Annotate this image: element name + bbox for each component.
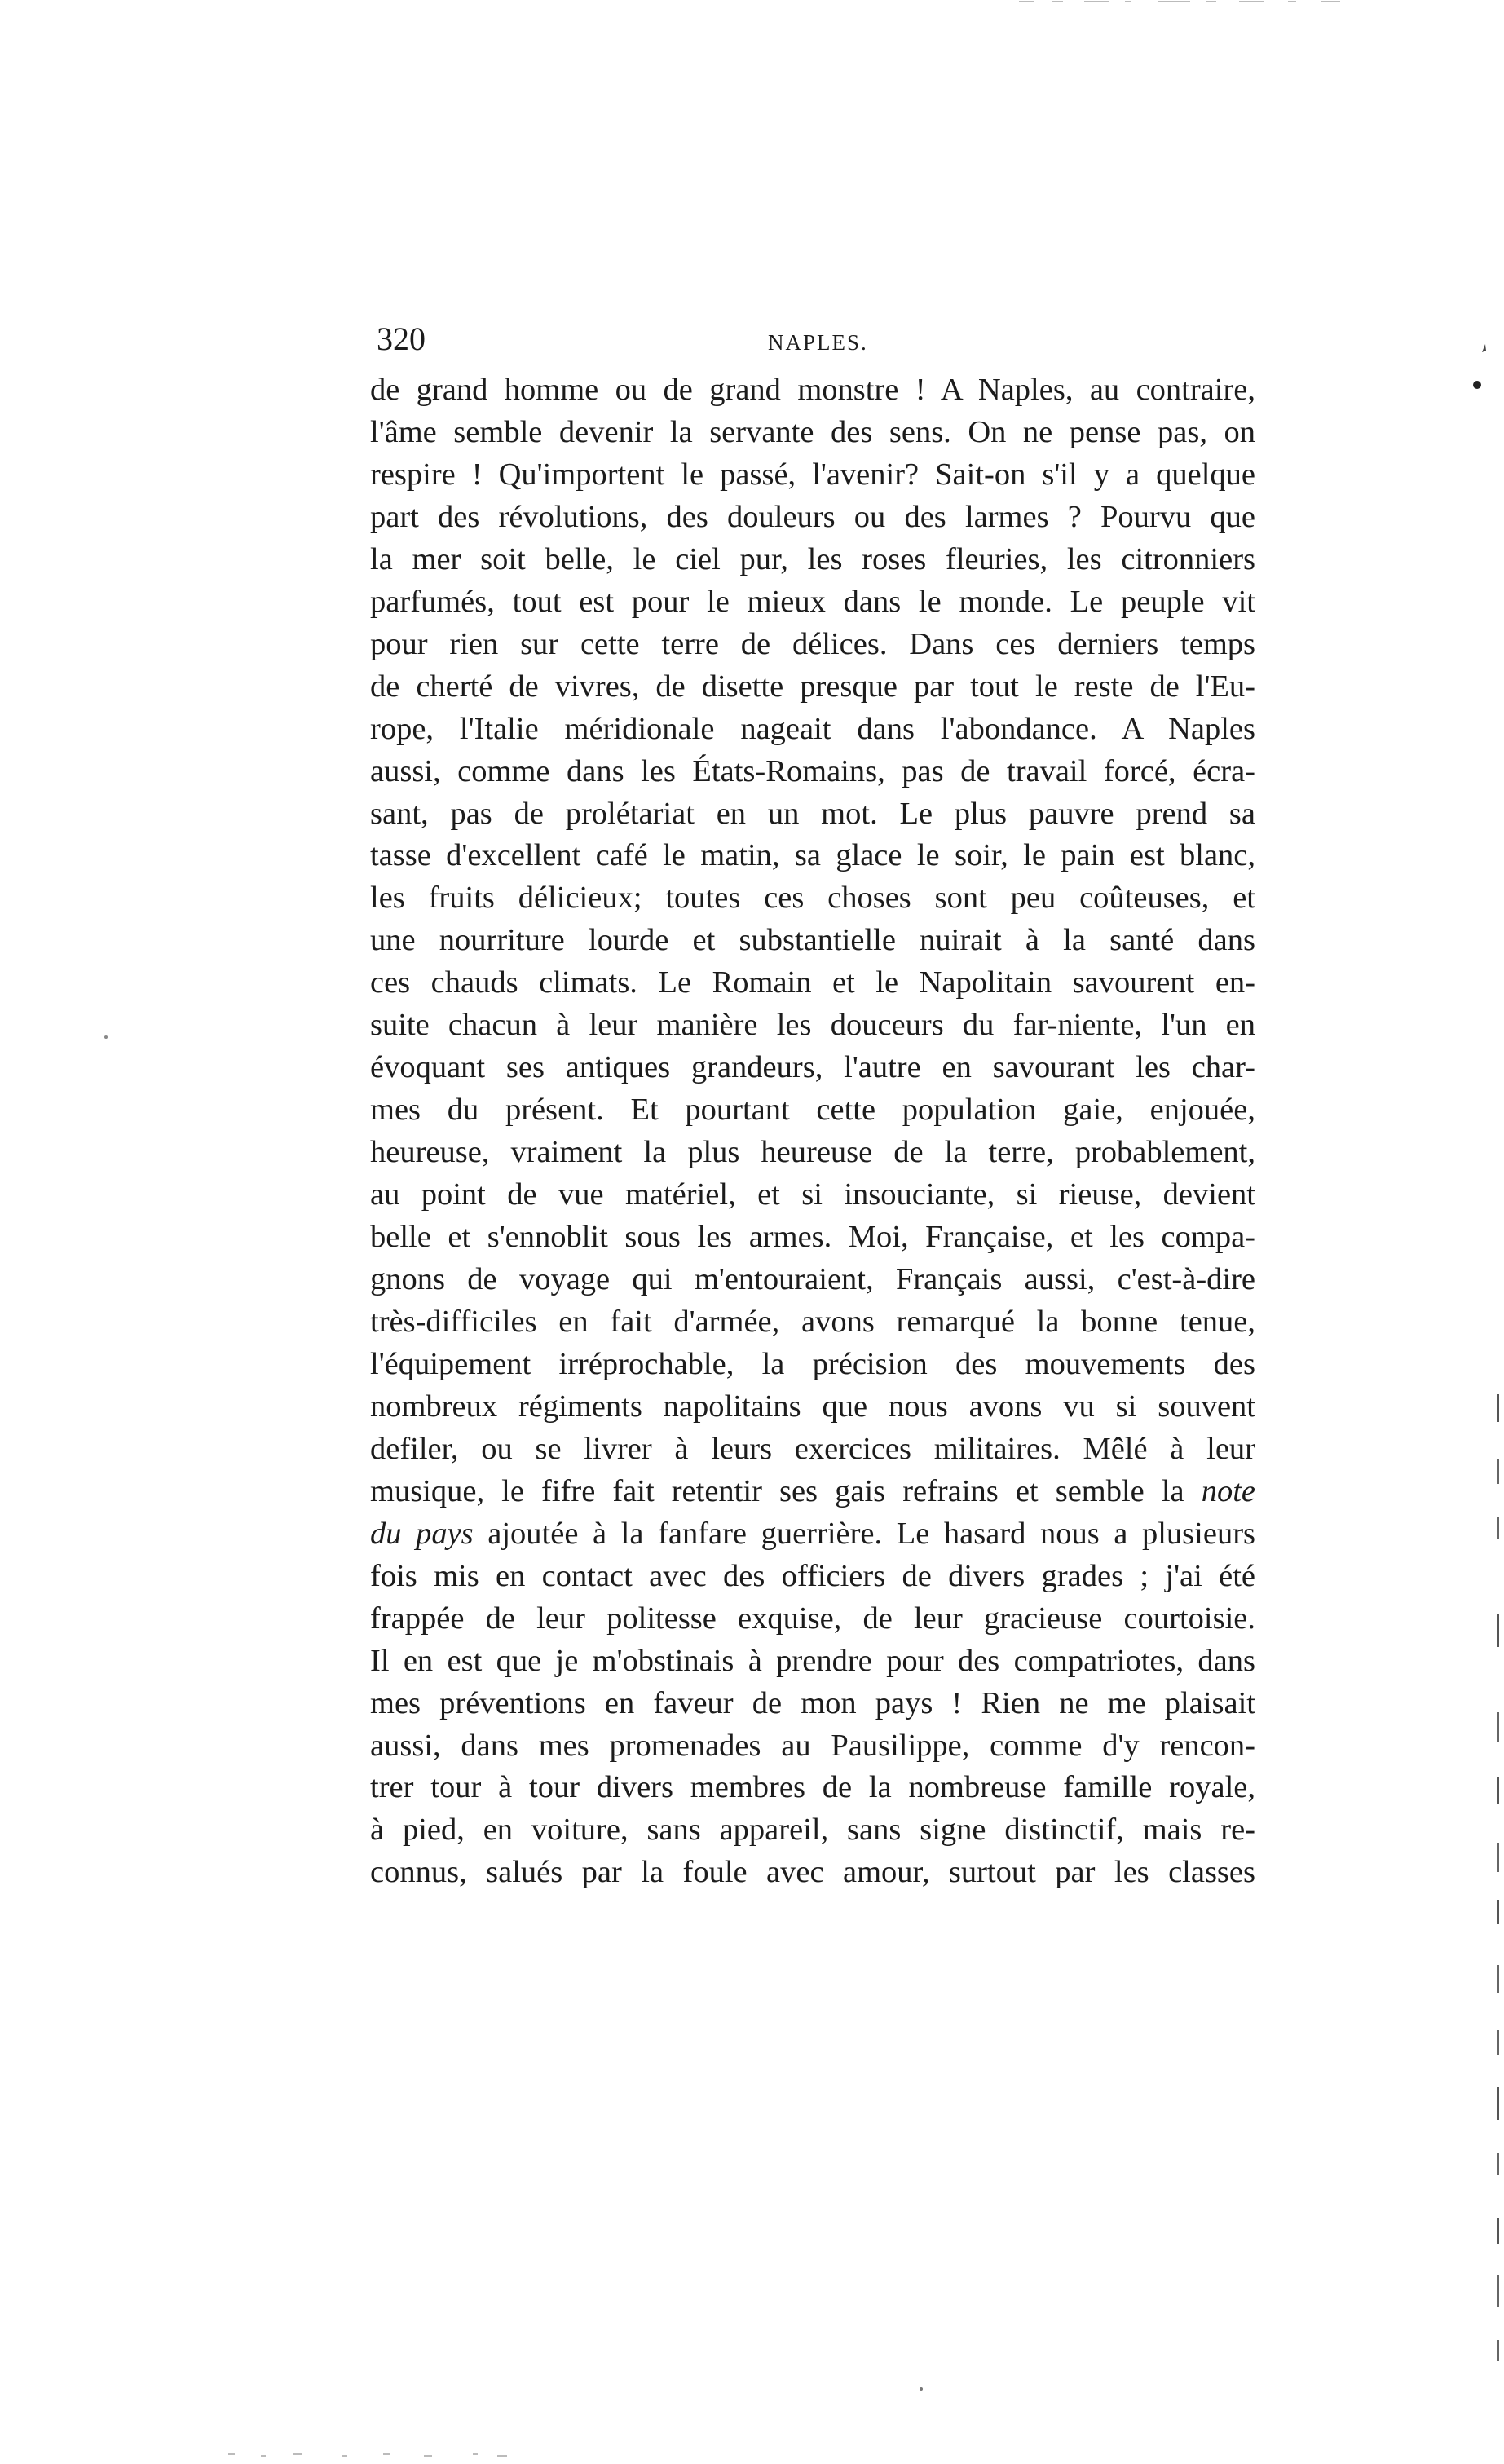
text-line: parfumés, tout est pour le mieux dans le monde. Le peuple vit <box>370 584 1255 619</box>
text-line: ces chauds climats. Le Romain et le Napolitain savourent en- <box>370 965 1255 1000</box>
text-line: tasse d'excellent café le matin, sa glace le soir, le pain est blanc, <box>370 838 1255 873</box>
text-line: aussi, comme dans les États-Romains, pas de travail forcé, écra- <box>370 753 1255 788</box>
text-line: à pied, en voiture, sans appareil, sans signe distinctif, mais re- <box>370 1813 1255 1848</box>
ink-speck <box>1473 381 1481 389</box>
margin-mark <box>1497 2087 1499 2120</box>
text-line: au point de vue matériel, et si insouciante, si rieuse, devient <box>370 1177 1255 1212</box>
text-line: Il en est que je m'obstinais à prendre pour des compatriotes, dans <box>370 1643 1255 1678</box>
margin-mark <box>1497 2275 1499 2307</box>
text-line: sant, pas de prolétariat en un mot. Le plus pauvre prend sa <box>370 796 1255 831</box>
margin-mark <box>1497 1459 1499 1484</box>
margin-mark <box>1497 1614 1499 1647</box>
text-line: les fruits délicieux; toutes ces choses sont peu coûteuses, et <box>370 881 1255 916</box>
text-line: très-difficiles en fait d'armée, avons remarqué la bonne tenue, <box>370 1304 1255 1339</box>
margin-mark <box>1497 1843 1499 1872</box>
text-line: frappée de leur politesse exquise, de leur gracieuse courtoisie. <box>370 1601 1255 1636</box>
text-line: gnons de voyage qui m'entouraient, Français aussi, c'est-à-dire <box>370 1262 1255 1297</box>
margin-mark <box>1497 1712 1499 1742</box>
running-head <box>377 318 1257 367</box>
margin-mark <box>1497 1777 1499 1804</box>
text-line: belle et s'ennoblit sous les armes. Moi, Française, et les compa- <box>370 1220 1255 1255</box>
text-line: part des révolutions, des douleurs ou des larmes ? Pourvu que <box>370 499 1255 534</box>
ink-speck <box>920 2387 923 2391</box>
text-segment: ajoutée à la fanfare guerrière. Le hasard nous a plusieurs <box>487 1516 1255 1551</box>
page-number: 320 <box>377 320 426 357</box>
text-line: la mer soit belle, le ciel pur, les roses fleuries, les citronniers <box>370 541 1255 576</box>
margin-mark <box>1497 2153 1499 2175</box>
text-line: suite chacun à leur manière les douceurs du far-niente, l'un en <box>370 1008 1255 1043</box>
text-line: l'équipement irréprochable, la précision des mouvements des <box>370 1346 1255 1381</box>
text-line: pour rien sur cette terre de délices. Dans ces derniers temps <box>370 626 1255 661</box>
margin-mark <box>1497 2340 1499 2361</box>
italic-phrase: note <box>1201 1473 1255 1508</box>
text-line: mes du présent. Et pourtant cette population gaie, enjouée, <box>370 1093 1255 1128</box>
margin-mark <box>1497 1965 1499 1993</box>
margin-mark <box>1497 2030 1499 2055</box>
margin-mark <box>1497 1394 1499 1422</box>
text-line: de grand homme ou de grand monstre ! A Naples, au contraire, <box>370 373 1255 407</box>
text-line: évoquant ses antiques grandeurs, l'autre en savourant les char- <box>370 1050 1255 1085</box>
text-line-with-italic <box>370 1513 1255 1556</box>
text-line: une nourriture lourde et substantielle nuirait à la santé dans <box>370 923 1255 958</box>
text-line: rope, l'Italie méridionale nageait dans l'abondance. A Naples <box>370 711 1255 746</box>
text-line: respire ! Qu'importent le passé, l'avenir? Sait-on s'il y a quelque <box>370 457 1255 492</box>
text-line: fois mis en contact avec des officiers de divers grades ; j'ai été <box>370 1558 1255 1593</box>
text-line: l'âme semble devenir la servante des sens. On ne pense pas, on <box>370 414 1255 449</box>
text-segment: musique, le fifre fait retentir ses gais refrains et semble la <box>370 1473 1184 1508</box>
text-line: heureuse, vraiment la plus heureuse de la terre, probablement, <box>370 1135 1255 1170</box>
text-line: trer tour à tour divers membres de la nombreuse famille royale, <box>370 1770 1255 1805</box>
text-line: defiler, ou se livrer à leurs exercices militaires. Mêlé à leur <box>370 1431 1255 1466</box>
body-paragraph <box>370 369 1255 1894</box>
text-line: aussi, dans mes promenades au Pausilippe, comme d'y rencon- <box>370 1728 1255 1763</box>
text-line-with-italic <box>370 1471 1255 1513</box>
margin-mark <box>1497 1900 1499 1924</box>
margin-mark <box>1497 2218 1499 2244</box>
running-title: NAPLES. <box>768 330 868 355</box>
italic-phrase: du pays <box>370 1516 474 1551</box>
ink-speck <box>104 1035 108 1039</box>
scan-dashes-bottom <box>228 2454 507 2456</box>
ink-speck <box>1482 344 1486 352</box>
text-line: connus, salués par la foule avec amour, surtout par les classes <box>370 1855 1255 1890</box>
text-line: mes préventions en faveur de mon pays ! Rien ne me plaisait <box>370 1685 1255 1720</box>
margin-mark <box>1497 1517 1499 1539</box>
text-line: de cherté de vivres, de disette presque par tout le reste de l'Eu- <box>370 669 1255 704</box>
text-line: nombreux régiments napolitains que nous avons vu si souvent <box>370 1389 1255 1424</box>
